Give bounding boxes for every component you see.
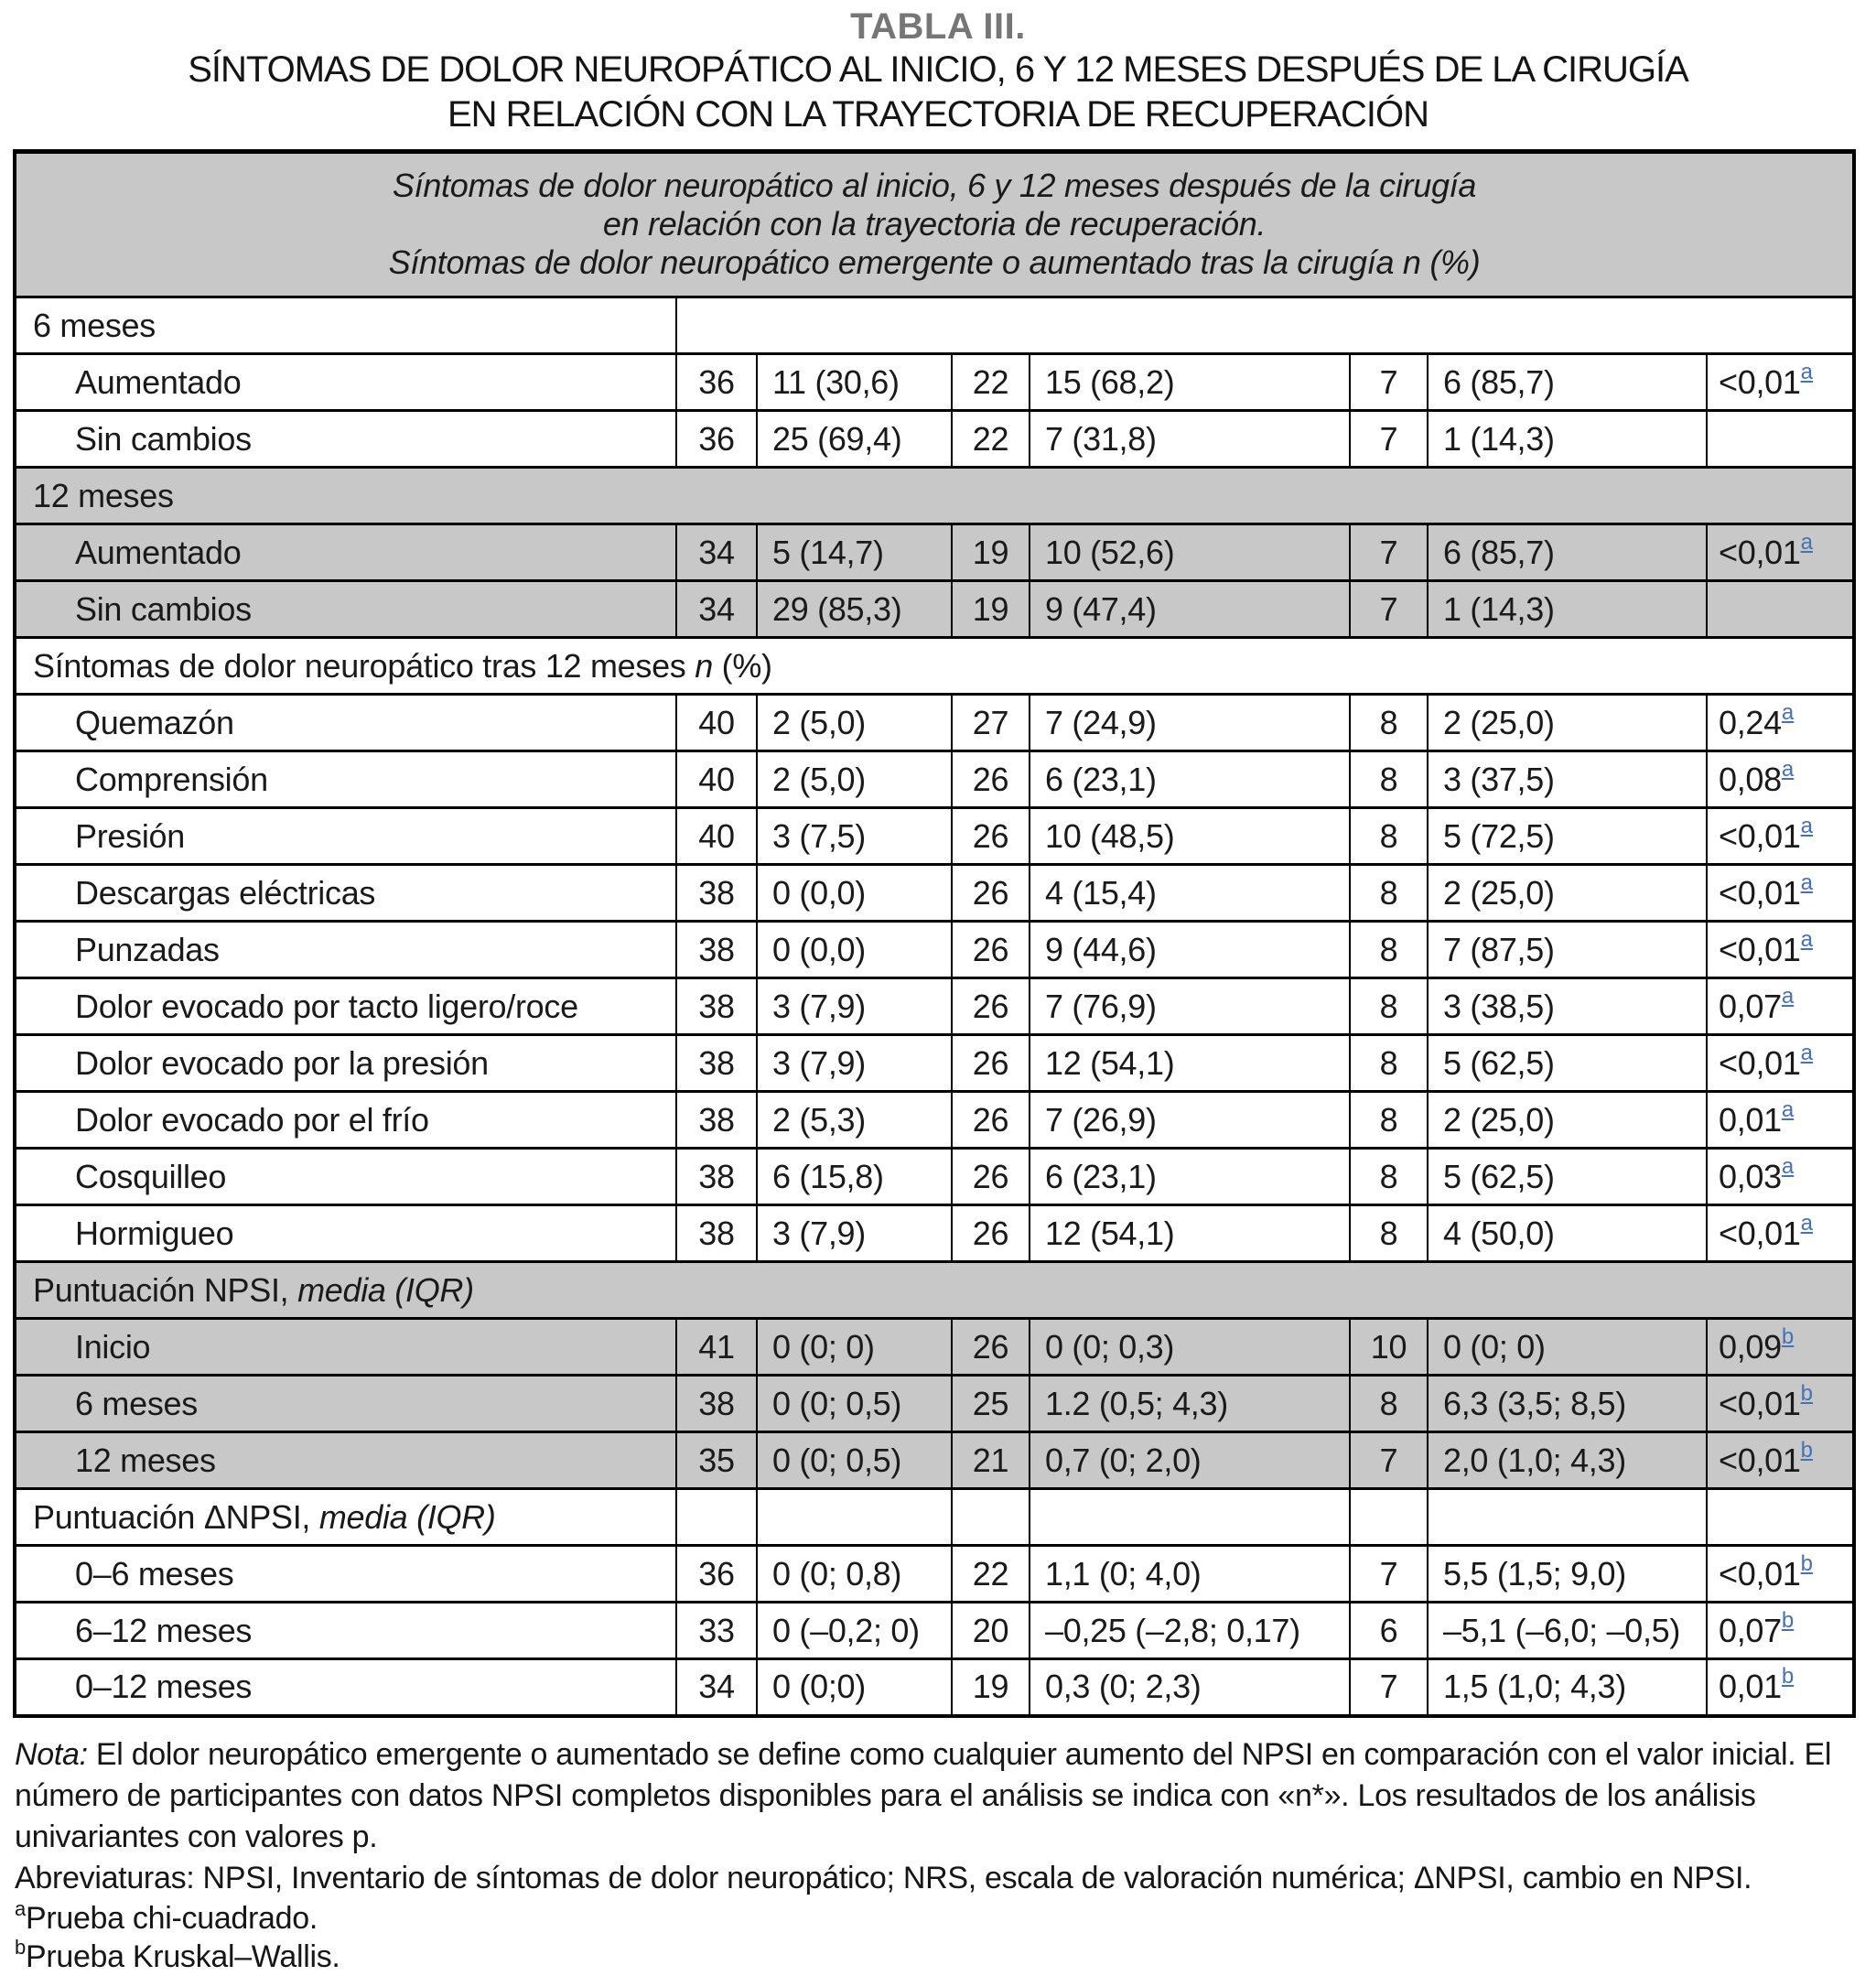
table-row <box>15 1603 1854 1659</box>
empty-cell <box>676 1489 757 1546</box>
table-row <box>15 1092 1854 1149</box>
value-cell: 7 (76,9) <box>1030 978 1350 1035</box>
value-cell: 4 (50,0) <box>1428 1205 1707 1262</box>
p-value-cell <box>1707 1659 1854 1716</box>
p-value-cell <box>1707 1546 1854 1603</box>
p-value: <0,01 <box>1719 362 1801 401</box>
n-cell: 22 <box>952 354 1030 411</box>
value-cell: 5 (72,5) <box>1428 808 1707 865</box>
n-cell: 38 <box>676 1376 757 1432</box>
abbreviations: Abreviaturas: NPSI, Inventario de síntomas de dolor neuropático; NRS, escala de valoración numérica; ΔNPSI, cambio en NPSI. <box>15 1860 1752 1895</box>
p-value-cell <box>1707 411 1854 468</box>
table-header-row <box>15 152 1854 297</box>
table-row <box>15 1035 1854 1092</box>
value-cell: 7 (26,9) <box>1030 1092 1350 1149</box>
table-row <box>15 751 1854 808</box>
value-cell: 5 (14,7) <box>757 524 952 581</box>
n-cell: 7 <box>1350 354 1428 411</box>
footnote-link-a[interactable]: a <box>1781 1096 1795 1122</box>
n-cell: 36 <box>676 411 757 468</box>
n-cell: 40 <box>676 808 757 865</box>
nota-label: Nota: <box>15 1736 88 1772</box>
n-cell: 26 <box>952 922 1030 978</box>
section-row <box>15 1489 1854 1546</box>
footnote-link-a[interactable]: a <box>1781 756 1795 782</box>
p-value-cell <box>1707 354 1854 411</box>
footnote-link-a[interactable]: a <box>1800 926 1813 952</box>
section-row <box>15 297 1854 354</box>
row-label: Descargas eléctricas <box>15 865 676 922</box>
table-row <box>15 1376 1854 1432</box>
table-row <box>15 354 1854 411</box>
footnote-a-text: Prueba chi-cuadrado. <box>25 1900 318 1936</box>
value-cell: 29 (85,3) <box>757 581 952 638</box>
footnote-a <box>15 1896 1861 1938</box>
table-row <box>15 1149 1854 1205</box>
footnote-b-marker: b <box>15 1935 26 1959</box>
p-value: <0,01 <box>1719 873 1801 912</box>
value-cell: 25 (69,4) <box>757 411 952 468</box>
n-cell: 40 <box>676 695 757 751</box>
p-value-cell <box>1707 1432 1854 1489</box>
value-cell: 12 (54,1) <box>1030 1205 1350 1262</box>
row-label: 0–12 meses <box>15 1659 676 1716</box>
value-cell: 0 (–0,2; 0) <box>757 1603 952 1659</box>
nota-paragraph <box>15 1734 1861 1858</box>
n-cell: 8 <box>1350 922 1428 978</box>
n-cell: 36 <box>676 354 757 411</box>
n-cell: 8 <box>1350 978 1428 1035</box>
row-label: Hormigueo <box>15 1205 676 1262</box>
footnote-link-a[interactable]: a <box>1800 1040 1813 1065</box>
section-header: Síntomas de dolor neuropático tras 12 meses n (%) <box>15 638 1854 695</box>
value-cell: 12 (54,1) <box>1030 1035 1350 1092</box>
value-cell: 5,5 (1,5; 9,0) <box>1428 1546 1707 1603</box>
n-cell: 7 <box>1350 1546 1428 1603</box>
value-cell: 7 (87,5) <box>1428 922 1707 978</box>
empty-cell <box>676 297 1854 354</box>
n-cell: 36 <box>676 1546 757 1603</box>
p-value-cell <box>1707 1149 1854 1205</box>
table-row <box>15 581 1854 638</box>
n-cell: 8 <box>1350 1149 1428 1205</box>
table-row <box>15 1659 1854 1716</box>
value-cell: 2 (25,0) <box>1428 1092 1707 1149</box>
header-line-1: Síntomas de dolor neuropático al inicio, 6 y 12 meses después de la cirugía <box>392 167 1477 204</box>
section-header: 12 meses <box>15 468 1854 524</box>
p-value-cell <box>1707 1205 1854 1262</box>
n-cell: 8 <box>1350 1092 1428 1149</box>
row-label: Dolor evocado por la presión <box>15 1035 676 1092</box>
section-header: 6 meses <box>15 297 676 354</box>
section-header: Puntuación ΔNPSI, media (IQR) <box>15 1489 676 1546</box>
value-cell: 2 (25,0) <box>1428 695 1707 751</box>
p-value-cell <box>1707 1603 1854 1659</box>
footnote-link-a[interactable]: a <box>1781 1153 1795 1179</box>
row-label: Quemazón <box>15 695 676 751</box>
value-cell: 9 (44,6) <box>1030 922 1350 978</box>
value-cell: 10 (52,6) <box>1030 524 1350 581</box>
n-cell: 34 <box>676 524 757 581</box>
n-cell: 8 <box>1350 1205 1428 1262</box>
n-cell: 27 <box>952 695 1030 751</box>
row-label: 12 meses <box>15 1432 676 1489</box>
footnote-link-b[interactable]: b <box>1781 1607 1795 1633</box>
p-value-cell <box>1707 978 1854 1035</box>
value-cell: 6 (23,1) <box>1030 751 1350 808</box>
section-row <box>15 638 1854 695</box>
footnote-b-text: Prueba Kruskal–Wallis. <box>25 1938 340 1974</box>
n-cell: 7 <box>1350 411 1428 468</box>
n-cell: 6 <box>1350 1603 1428 1659</box>
value-cell: 2 (5,0) <box>757 695 952 751</box>
p-value: 0,01 <box>1719 1668 1782 1706</box>
value-cell: 1 (14,3) <box>1428 411 1707 468</box>
footnote-link-a[interactable]: a <box>1800 813 1813 838</box>
table-row <box>15 695 1854 751</box>
p-value: <0,01 <box>1719 1554 1801 1593</box>
n-cell: 8 <box>1350 1376 1428 1432</box>
footnote-b <box>15 1935 1861 1976</box>
value-cell: 0 (0; 0) <box>1428 1319 1707 1376</box>
notes-block <box>15 1734 1861 1976</box>
p-value-cell <box>1707 695 1854 751</box>
value-cell: 2 (25,0) <box>1428 865 1707 922</box>
table-row <box>15 1205 1854 1262</box>
p-value: 0,07 <box>1719 1611 1782 1649</box>
header-line-2: en relación con la trayectoria de recuperación. <box>602 205 1267 243</box>
value-cell: 3 (7,9) <box>757 1205 952 1262</box>
table-header-band <box>15 152 1854 297</box>
table-row <box>15 922 1854 978</box>
row-label: 6 meses <box>15 1376 676 1432</box>
n-cell: 26 <box>952 1319 1030 1376</box>
empty-cell <box>952 1489 1030 1546</box>
p-value: 0,07 <box>1719 987 1782 1025</box>
n-cell: 26 <box>952 978 1030 1035</box>
n-cell: 21 <box>952 1432 1030 1489</box>
p-value: 0,09 <box>1719 1327 1782 1366</box>
footnote-link-a[interactable]: a <box>1781 699 1795 725</box>
p-value-cell <box>1707 865 1854 922</box>
footnote-link-a[interactable]: a <box>1800 869 1813 895</box>
p-value: <0,01 <box>1719 816 1801 855</box>
value-cell: 0,3 (0; 2,3) <box>1030 1659 1350 1716</box>
empty-cell <box>1428 1489 1707 1546</box>
footnote-link-b[interactable]: b <box>1800 1550 1813 1576</box>
footnote-link-b[interactable]: b <box>1781 1664 1795 1690</box>
table-row <box>15 1319 1854 1376</box>
n-cell: 19 <box>952 581 1030 638</box>
table-row <box>15 1546 1854 1603</box>
n-cell: 40 <box>676 751 757 808</box>
n-cell: 34 <box>676 1659 757 1716</box>
section-header: Puntuación NPSI, media (IQR) <box>15 1262 1854 1319</box>
footnote-link-a[interactable]: a <box>1781 983 1795 1009</box>
footnote-link-a[interactable]: a <box>1800 529 1813 555</box>
empty-cell <box>1030 1489 1350 1546</box>
value-cell: 5 (62,5) <box>1428 1035 1707 1092</box>
p-value-cell <box>1707 1092 1854 1149</box>
value-cell: 3 (7,9) <box>757 978 952 1035</box>
value-cell: 0 (0;0) <box>757 1659 952 1716</box>
row-label: Sin cambios <box>15 411 676 468</box>
p-value: <0,01 <box>1719 1214 1801 1252</box>
value-cell: 2,0 (1,0; 4,3) <box>1428 1432 1707 1489</box>
row-label: Cosquilleo <box>15 1149 676 1205</box>
row-label: 0–6 meses <box>15 1546 676 1603</box>
n-cell: 7 <box>1350 1659 1428 1716</box>
value-cell: 2 (5,0) <box>757 751 952 808</box>
value-cell: 0 (0,0) <box>757 922 952 978</box>
n-cell: 7 <box>1350 1432 1428 1489</box>
value-cell: 0 (0; 0,3) <box>1030 1319 1350 1376</box>
n-cell: 38 <box>676 1035 757 1092</box>
n-cell: 26 <box>952 1035 1030 1092</box>
header-line-3: Síntomas de dolor neuropático emergente o aumentado tras la cirugía n (%) <box>388 243 1481 281</box>
footnote-link-b[interactable]: b <box>1781 1323 1795 1349</box>
n-cell: 26 <box>952 751 1030 808</box>
n-cell: 7 <box>1350 524 1428 581</box>
p-value-cell <box>1707 1319 1854 1376</box>
p-value-cell <box>1707 1376 1854 1432</box>
value-cell: –5,1 (–6,0; –0,5) <box>1428 1603 1707 1659</box>
n-cell: 38 <box>676 1205 757 1262</box>
value-cell: 1.2 (0,5; 4,3) <box>1030 1376 1350 1432</box>
n-cell: 20 <box>952 1603 1030 1659</box>
row-label: Aumentado <box>15 524 676 581</box>
section-row <box>15 1262 1854 1319</box>
p-value: <0,01 <box>1719 533 1801 571</box>
value-cell: 3 (38,5) <box>1428 978 1707 1035</box>
row-label: Dolor evocado por tacto ligero/roce <box>15 978 676 1035</box>
row-label: Sin cambios <box>15 581 676 638</box>
row-label: Inicio <box>15 1319 676 1376</box>
footnote-link-a[interactable]: a <box>1800 359 1813 384</box>
n-cell: 38 <box>676 922 757 978</box>
value-cell: 5 (62,5) <box>1428 1149 1707 1205</box>
value-cell: 15 (68,2) <box>1030 354 1350 411</box>
p-value: 0,08 <box>1719 760 1782 798</box>
value-cell: 0 (0; 0,8) <box>757 1546 952 1603</box>
p-value: <0,01 <box>1719 1043 1801 1082</box>
n-cell: 25 <box>952 1376 1030 1432</box>
n-cell: 38 <box>676 865 757 922</box>
row-label: Presión <box>15 808 676 865</box>
n-cell: 19 <box>952 1659 1030 1716</box>
n-cell: 22 <box>952 411 1030 468</box>
table-row <box>15 865 1854 922</box>
value-cell: 0 (0; 0,5) <box>757 1432 952 1489</box>
table-number: TABLA III. <box>850 6 1026 47</box>
value-cell: 0 (0,0) <box>757 865 952 922</box>
p-value-cell <box>1707 922 1854 978</box>
table-row <box>15 524 1854 581</box>
footnote-link-b[interactable]: b <box>1800 1380 1813 1406</box>
value-cell: 0,7 (0; 2,0) <box>1030 1432 1350 1489</box>
n-cell: 33 <box>676 1603 757 1659</box>
n-cell: 26 <box>952 808 1030 865</box>
n-cell: 19 <box>952 524 1030 581</box>
table-row <box>15 808 1854 865</box>
p-value-cell <box>1707 581 1854 638</box>
value-cell: 2 (5,3) <box>757 1092 952 1149</box>
p-value: <0,01 <box>1719 930 1801 968</box>
n-cell: 8 <box>1350 808 1428 865</box>
n-cell: 38 <box>676 1092 757 1149</box>
n-cell: 26 <box>952 1092 1030 1149</box>
value-cell: 10 (48,5) <box>1030 808 1350 865</box>
n-cell: 8 <box>1350 1035 1428 1092</box>
n-cell: 38 <box>676 978 757 1035</box>
n-cell: 26 <box>952 1149 1030 1205</box>
empty-cell <box>1707 1489 1854 1546</box>
p-value: 0,01 <box>1719 1100 1782 1139</box>
value-cell: 3 (7,9) <box>757 1035 952 1092</box>
table-row <box>15 978 1854 1035</box>
p-value: <0,01 <box>1719 1384 1801 1422</box>
footnote-link-a[interactable]: a <box>1800 1210 1813 1236</box>
page-title-line2: EN RELACIÓN CON LA TRAYECTORIA DE RECUPERACIÓN <box>447 94 1429 135</box>
value-cell: 1,1 (0; 4,0) <box>1030 1546 1350 1603</box>
n-cell: 8 <box>1350 865 1428 922</box>
value-cell: 11 (30,6) <box>757 354 952 411</box>
row-label: Dolor evocado por el frío <box>15 1092 676 1149</box>
value-cell: 9 (47,4) <box>1030 581 1350 638</box>
value-cell: 0 (0; 0) <box>757 1319 952 1376</box>
p-value: 0,03 <box>1719 1157 1782 1195</box>
value-cell: 3 (7,5) <box>757 808 952 865</box>
value-cell: 3 (37,5) <box>1428 751 1707 808</box>
section-row <box>15 468 1854 524</box>
p-value-cell <box>1707 751 1854 808</box>
value-cell: 7 (31,8) <box>1030 411 1350 468</box>
n-cell: 35 <box>676 1432 757 1489</box>
footnote-link-b[interactable]: b <box>1800 1437 1813 1463</box>
n-cell: 26 <box>952 865 1030 922</box>
p-value-cell <box>1707 524 1854 581</box>
empty-cell <box>1350 1489 1428 1546</box>
value-cell: 1,5 (1,0; 4,3) <box>1428 1659 1707 1716</box>
value-cell: 1 (14,3) <box>1428 581 1707 638</box>
p-value-cell <box>1707 808 1854 865</box>
p-value-cell <box>1707 1035 1854 1092</box>
symptoms-table <box>13 149 1856 1718</box>
value-cell: 6 (23,1) <box>1030 1149 1350 1205</box>
value-cell: 0 (0; 0,5) <box>757 1376 952 1432</box>
p-value: <0,01 <box>1719 1441 1801 1479</box>
value-cell: 6 (85,7) <box>1428 524 1707 581</box>
value-cell: 4 (15,4) <box>1030 865 1350 922</box>
n-cell: 34 <box>676 581 757 638</box>
row-label: Comprensión <box>15 751 676 808</box>
value-cell: –0,25 (–2,8; 0,17) <box>1030 1603 1350 1659</box>
n-cell: 8 <box>1350 695 1428 751</box>
nota-text: El dolor neuropático emergente o aumentado se define como cualquier aumento del NPSI en comparación con el valor inicial. El número de participantes con datos NPSI completos disponibles para el análisis se indica con «n*». Los resultados de los análisis univariantes con valores p. <box>15 1736 1832 1854</box>
value-cell: 6,3 (3,5; 8,5) <box>1428 1376 1707 1432</box>
n-cell: 26 <box>952 1205 1030 1262</box>
value-cell: 6 (85,7) <box>1428 354 1707 411</box>
n-cell: 8 <box>1350 751 1428 808</box>
table-row <box>15 411 1854 468</box>
value-cell: 6 (15,8) <box>757 1149 952 1205</box>
row-label: Punzadas <box>15 922 676 978</box>
n-cell: 41 <box>676 1319 757 1376</box>
empty-cell <box>757 1489 952 1546</box>
n-cell: 7 <box>1350 581 1428 638</box>
n-cell: 10 <box>1350 1319 1428 1376</box>
page-title-line1: SÍNTOMAS DE DOLOR NEUROPÁTICO AL INICIO, 6 Y 12 MESES DESPUÉS DE LA CIRUGÍA <box>188 49 1688 90</box>
title-block <box>0 0 1876 137</box>
p-value: 0,24 <box>1719 703 1782 741</box>
value-cell: 7 (24,9) <box>1030 695 1350 751</box>
footnote-a-marker: a <box>15 1896 26 1920</box>
row-label: 6–12 meses <box>15 1603 676 1659</box>
n-cell: 22 <box>952 1546 1030 1603</box>
row-label: Aumentado <box>15 354 676 411</box>
n-cell: 38 <box>676 1149 757 1205</box>
table-row <box>15 1432 1854 1489</box>
